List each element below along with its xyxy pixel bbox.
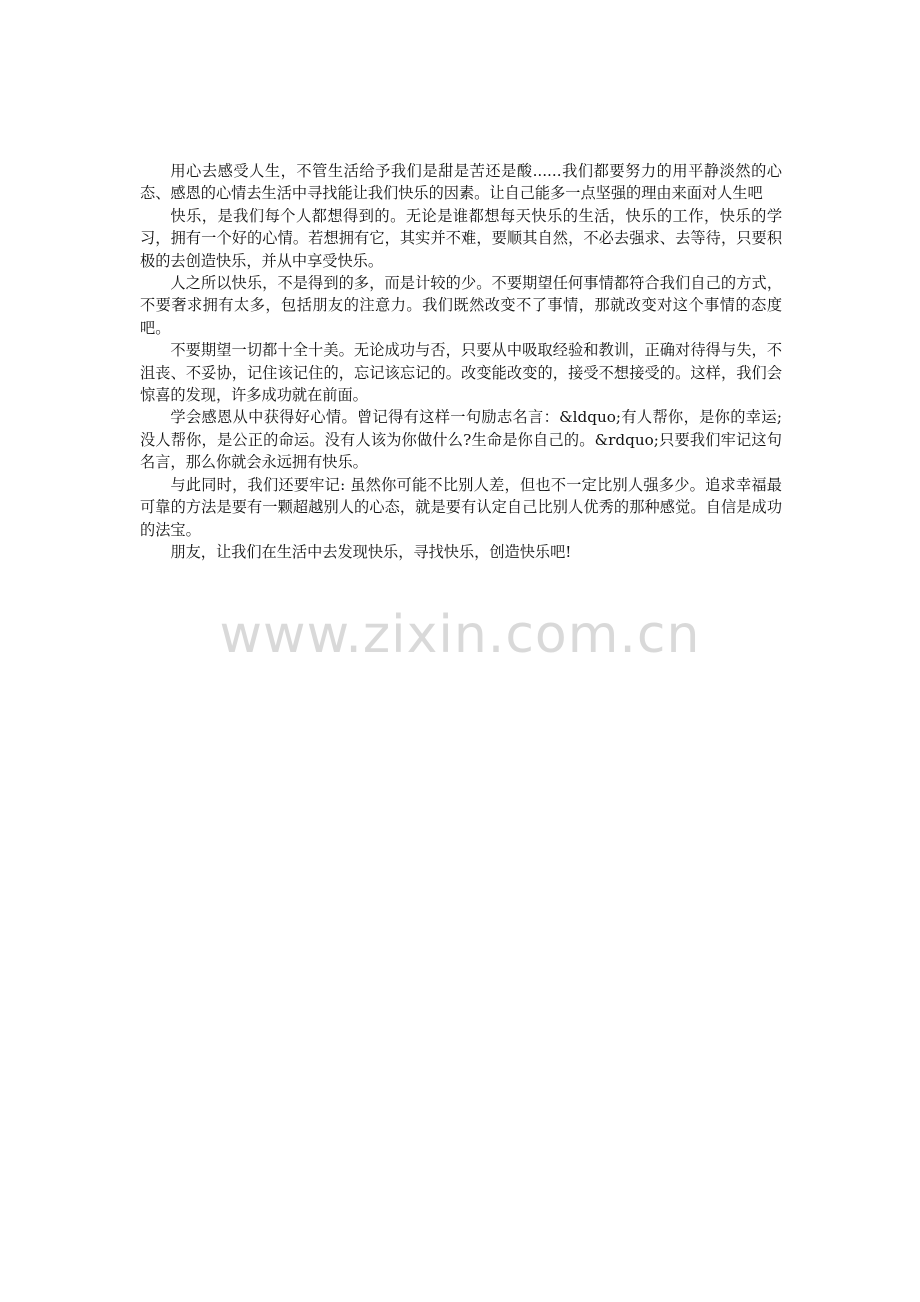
paragraph-1: 用心去感受人生，不管生活给予我们是甜是苦还是酸......我们都要努力的用平静淡然的心态、感恩的心情去生活中寻找能让我们快乐的因素。让自己能多一点坚强的理由来面对人生吧	[140, 162, 782, 203]
paragraph-2: 快乐，是我们每个人都想得到的。无论是谁都想每天快乐的生活，快乐的工作，快乐的学习，拥有一个好的心情。若想拥有它，其实并不难，要顺其自然，不必去强求、去等待，只要积极的去创造快乐，并从中享受快乐。	[140, 206, 782, 270]
paragraph-4: 不要期望一切都十全十美。无论成功与否，只要从中吸取经验和教训，正确对待得与失，不沮丧、不妥协，记住该记住的，忘记该忘记的。改变能改变的，接受不想接受的。这样，我们会惊喜的发现，许多成功就在前面。	[140, 341, 782, 405]
paragraph-5: 学会感恩从中获得好心情。曾记得有这样一句励志名言：&ldquo;有人帮你，是你的幸运;没人帮你，是公正的命运。没有人该为你做什么?生命是你自己的。&rdquo;只要我们牢记这句名言，那么你就会永远拥有快乐。	[140, 408, 782, 472]
watermark: www.zixin.com.cn	[219, 605, 701, 665]
paragraph-7: 朋友，让我们在生活中去发现快乐，寻找快乐，创造快乐吧!	[170, 542, 572, 561]
paragraph-6: 与此同时，我们还要牢记: 虽然你可能不比别人差，但也不一定比别人强多少。追求幸福最可靠的方法是要有一颗超越别人的心态，就是要有认定自己比别人优秀的那种感觉。自信是成功的法宝。	[140, 475, 782, 539]
document-body	[140, 160, 782, 563]
paragraph-3: 人之所以快乐，不是得到的多，而是计较的少。不要期望任何事情都符合我们自己的方式，不要奢求拥有太多，包括朋友的注意力。我们既然改变不了事情，那就改变对这个事情的态度吧。	[140, 274, 782, 337]
